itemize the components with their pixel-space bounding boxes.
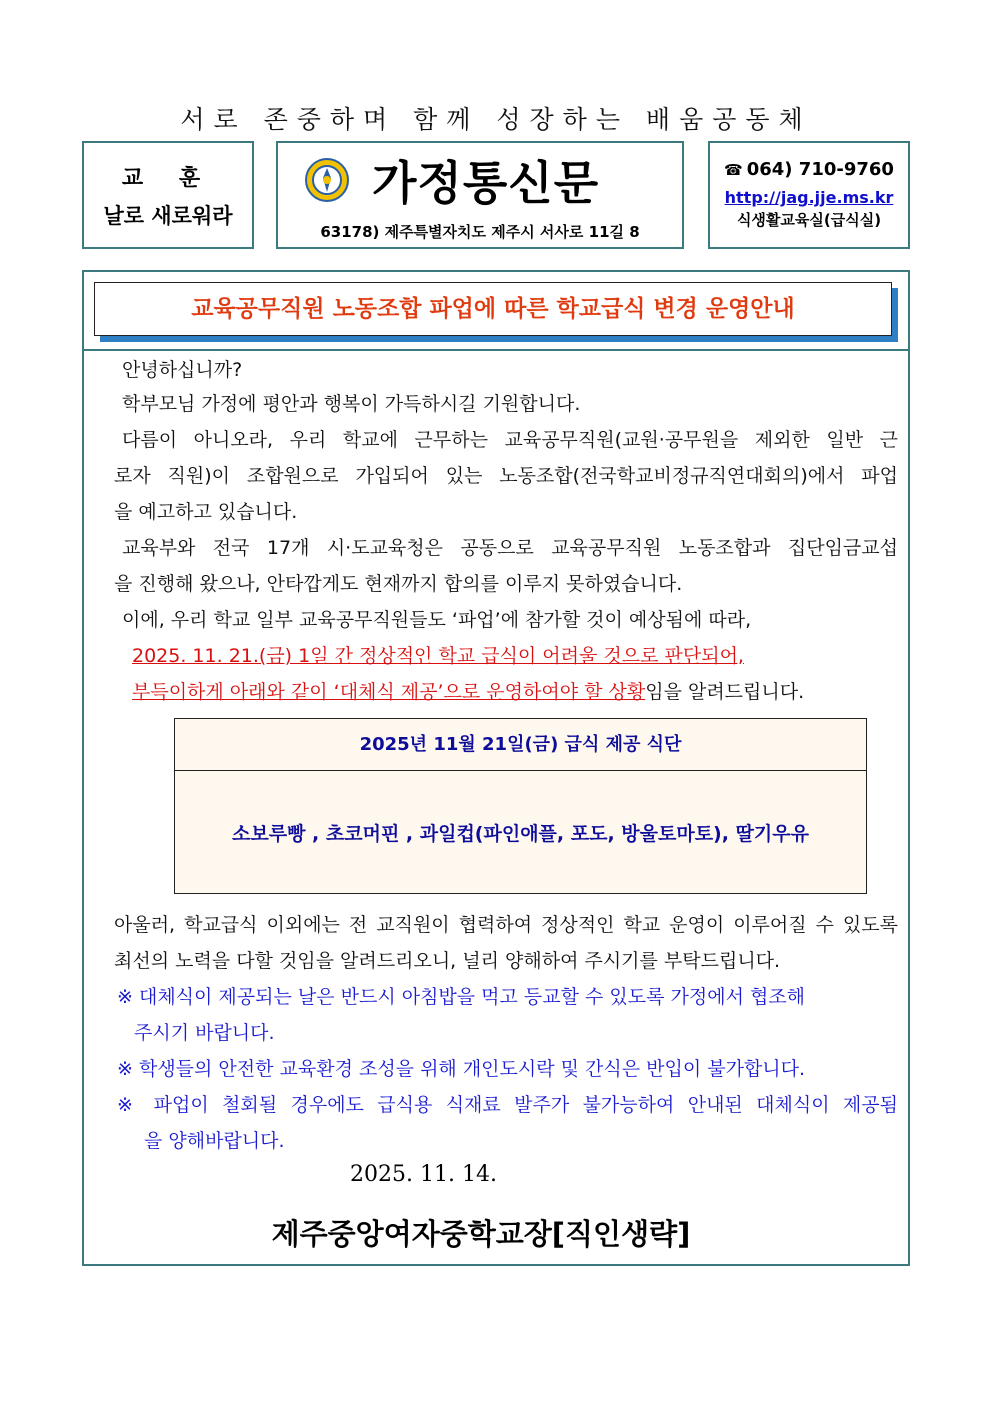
notice-heading: 교육공무직원 노동조합 파업에 따른 학교급식 변경 운영안내 xyxy=(94,282,892,336)
paragraph-4-line-2: 최선의 노력을 다할 것임을 알려드리오니, 널리 양해하여 주시기를 부탁드립니다. xyxy=(114,950,781,972)
school-slogan: 서로 존중하며 함께 성장하는 배움공동체 xyxy=(180,105,812,134)
paragraph-3-red-line-2 xyxy=(132,677,898,704)
paragraph-3-red-line-1 xyxy=(132,641,898,668)
strike-date-notice: 2025. 11. 21.(금) 1일 간 정상적인 학교 급식이 어려울 것으로 판단되어, xyxy=(132,645,744,667)
note-1-line-2: 주시기 바랍니다. xyxy=(134,1022,275,1044)
note-2: ※ 학생들의 안전한 교육환경 조성을 위해 개인도시락 및 간식은 반입이 불가합니다. xyxy=(117,1058,806,1080)
school-address: 63178) 제주특별자치도 제주시 서사로 11길 8 xyxy=(320,223,640,241)
paragraph-2-line-2: 을 진행해 왔으나, 안타깝게도 현재까지 합의를 이루지 못하였습니다. xyxy=(114,573,683,595)
school-motto-label: 교 훈 xyxy=(121,166,215,191)
greeting: 안녕하십니까? xyxy=(122,359,243,381)
paragraph-3-line-1: 이에, 우리 학교 일부 교육공무직원들도 ‘파업’에 참가할 것이 예상됨에 따라, xyxy=(122,609,752,631)
note-3-line-1: ※ 파업이 철회될 경우에도 급식용 식재료 발주가 불가능하여 안내된 대체식이 제공됨 xyxy=(117,1094,898,1116)
newsletter-title: 가정통신문 xyxy=(372,156,600,210)
phone-number-row xyxy=(710,159,908,180)
menu-items: 소보루빵 , 초코머핀 , 과일컵(파인애플, 포도, 방울토마토), 딸기우유 xyxy=(232,823,809,845)
substitute-meal-notice: 부득이하게 아래와 같이 ‘대체식 제공’으로 운영하여야 할 상황 xyxy=(132,681,646,703)
paragraph-1-line-3: 을 예고하고 있습니다. xyxy=(114,501,298,523)
paragraph-3-tail: 임을 알려드립니다. xyxy=(645,681,805,703)
paragraph-2-line-1: 교육부와 전국 17개 시·도교육청은 공동으로 교육공무직원 노동조합과 집단임금교섭 xyxy=(122,537,898,559)
contact-box xyxy=(708,141,910,249)
menu-table xyxy=(174,718,867,894)
office-name: 식생활교육실(급식실) xyxy=(736,211,882,229)
notice-body-box xyxy=(82,270,910,1266)
menu-table-header: 2025년 11월 21일(금) 급식 제공 식단 xyxy=(175,719,866,771)
telephone-icon: ☎ xyxy=(724,161,743,179)
newsletter-title-box xyxy=(276,141,684,249)
school-motto-box xyxy=(82,141,254,249)
paragraph-4-line-1: 아울러, 학교급식 이외에는 전 교직원이 협력하여 정상적인 학교 운영이 이루어질 수 있도록 xyxy=(114,914,898,936)
note-1-line-1: ※ 대체식이 제공되는 날은 반드시 아침밥을 먹고 등교할 수 있도록 가정에서 협조해 xyxy=(117,986,806,1008)
heading-area xyxy=(84,272,908,351)
issue-date: 2025. 11. 14. xyxy=(350,1162,497,1187)
paragraph-1-line-2: 로자 직원)이 조합원으로 가입되어 있는 노동조합(전국학교비정규직연대회의)에서 파업 xyxy=(114,465,898,487)
phone-number: 064) 710-9760 xyxy=(746,159,894,180)
school-emblem-icon xyxy=(304,157,350,203)
note-3-line-2: 을 양해바랍니다. xyxy=(144,1130,285,1152)
school-website-link[interactable]: http://jag.jje.ms.kr xyxy=(724,188,894,207)
wish-line: 학부모님 가정에 평안과 행복이 가득하시길 기원합니다. xyxy=(122,393,581,415)
school-motto-text: 날로 새로워라 xyxy=(103,204,233,228)
paragraph-1-line-1: 다름이 아니오라, 우리 학교에 근무하는 교육공무직원(교원·공무원을 제외한 일반 근 xyxy=(122,429,898,451)
principal-signature: 제주중앙여자중학교장[직인생략] xyxy=(271,1217,691,1251)
